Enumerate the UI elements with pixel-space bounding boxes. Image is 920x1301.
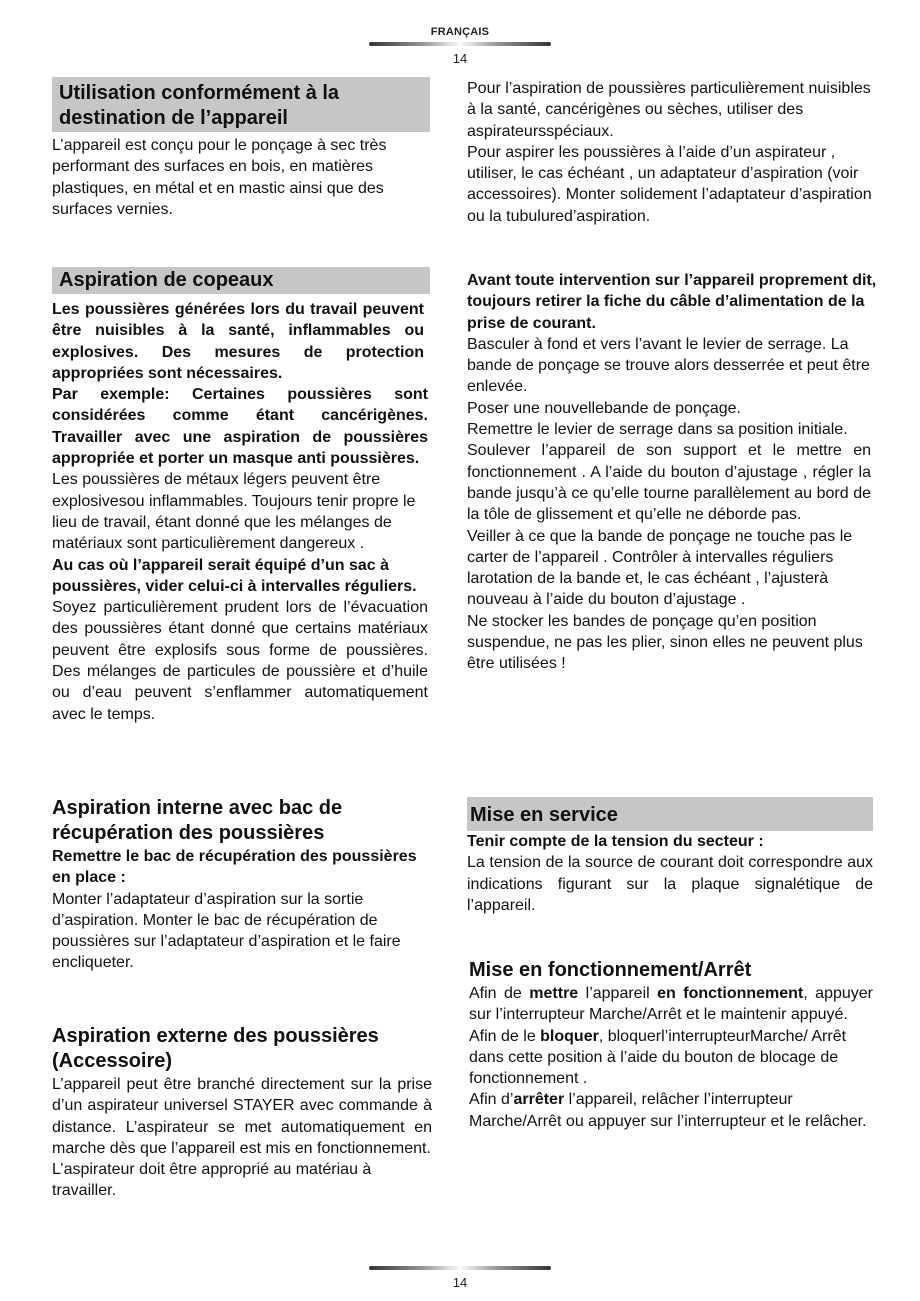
subtitle: Tenir compte de la tension du secteur : (467, 833, 764, 850)
paragraph: Poser une nouvellebande de ponçage. (467, 399, 741, 417)
paragraph: Basculer à fond et vers l’avant le levier de serrage. La bande de ponçage se trouve alors desserrée et peut être enlevée. (467, 335, 870, 396)
subtitle: Remettre le bac de récupération des poussières (52, 848, 417, 865)
section-title: Utilisation conformément à la destination de l’appareil (52, 77, 430, 132)
paragraph: Veiller à ce que la bande de ponçage ne touche pas le carter de l’appareil . Contrôler à intervalles réguliers larotation de la bande et, le cas échéant , l’ajusterà nouveau à l’aide du bouton d’ajustage . (467, 527, 853, 609)
section-bande (467, 270, 877, 675)
warning-text: Au cas où l’appareil serait équipé d’un sac à poussières, vider celui-ci à intervalles réguliers. (52, 556, 417, 595)
paragraph: L’appareil est conçu pour le ponçage à sec très performant des surfaces en bois, en matières plastiques, en métal et en mastic ainsi que des surfaces vernies. (52, 137, 387, 218)
footer-divider (369, 1266, 551, 1270)
section-utilisation (52, 77, 430, 220)
section-title: Aspiration de copeaux (52, 267, 430, 294)
section-aspiration-copeaux (52, 267, 458, 725)
section-title: Aspiration externe des poussières (Accessoire) (52, 1025, 379, 1072)
header-page-number: 14 (452, 51, 468, 66)
paragraph: Pour aspirer les poussières à l’aide d’un aspirateur , utiliser, le cas échéant , un adaptateur d’aspiration (voir accessoires). Monter solidement l’adaptateur d’aspiration ou la tubulured’aspiration. (467, 143, 872, 225)
section-title: Mise en fonctionnement/Arrêt (469, 959, 752, 981)
section-marche-arret (469, 958, 873, 1132)
section-aspiration-externe (52, 1024, 432, 1202)
footer-page-number: 14 (452, 1275, 468, 1290)
emphasis: en fonctionnement (657, 985, 804, 1002)
paragraph: Pour l’aspiration de poussières particulièrement nuisibles à la santé, cancérigènes ou sèches, utiliser des aspirateursspéciaux. (467, 80, 871, 140)
paragraph: Soulever l’appareil de son support et le mettre en fonctionnement . A l’aide du bouton d’ajustage , régler la bande jusqu’à ce qu’elle tourne parallèlement au bord de la tôle de glissement et qu’elle ne déborde pas. (467, 442, 871, 524)
section-title: Mise en service (467, 797, 873, 831)
paragraph: Les poussières de métaux légers peuvent être explosivesou inflammables. Toujours tenir propre le lieu de travail, étant donné que les mélanges de matériaux sont particulièrement dangereux . (52, 471, 416, 553)
paragraph: Ne stocker les bandes de ponçage qu’en position suspendue, ne pas les plier, sinon elles ne peuvent plus être utilisées ! (467, 612, 863, 673)
emphasis: arrêter (513, 1091, 565, 1109)
section-mise-en-service (467, 797, 873, 916)
paragraph: Soyez particulièrement prudent lors de l’évacuation des poussières étant donné que certains matériaux peuvent être explosifs sous forme de poussières. Des mélanges de particules de poussière et d’huile ou d’eau peuvent s’enflammer automatiquement avec le temps. (52, 599, 428, 723)
section-aspiration-speciale (467, 78, 877, 227)
paragraph: L’aspirateur doit être approprié au matériau à travailler. (52, 1161, 372, 1200)
paragraph: Afin de mettre l’appareil en fonctionnement, appuyer sur l’interrupteur Marche/Arrêt et le maintenir appuyé. (469, 985, 873, 1024)
emphasis: mettre (529, 985, 579, 1002)
language-label: FRANÇAIS (430, 26, 490, 38)
section-title: Aspiration interne avec bac de récupération des poussières (52, 797, 343, 844)
section-aspiration-interne (52, 796, 428, 974)
header-divider (369, 42, 551, 46)
warning-text: Les poussières générées lors du travail peuvent être nuisibles à la santé, inflammables ou explosives. Des mesures de protection appropriées sont nécessaires. (52, 301, 424, 382)
paragraph: La tension de la source de courant doit correspondre aux indications figurant sur la plaque signalétique de l’appareil. (467, 854, 873, 914)
paragraph: Monter l’adaptateur d’aspiration sur la sortie d’aspiration. Monter le bac de récupération de poussières sur l’adaptateur d’aspiration et le faire encliqueter. (52, 890, 401, 972)
paragraph: Remettre le levier de serrage dans sa position initiale. (467, 421, 848, 439)
subtitle: en place : (52, 869, 126, 887)
paragraph: Afin d’arrêter l’appareil, relâcher l’interrupteur Marche/Arrêt ou appuyer sur l’interrupteur et le relâcher. (469, 1091, 867, 1130)
warning-text: Avant toute intervention sur l’appareil proprement dit, toujours retirer la fiche du câble d’alimentation de la prise de courant. (467, 272, 877, 332)
paragraph: Afin de le bloquer, bloquerl’interrupteurMarche/ Arrêt dans cette position à l’aide du bouton de blocage de fonctionnement . (469, 1027, 847, 1088)
warning-text: Par exemple: Certaines poussières sont considérées comme étant cancérigènes. Travailler avec une aspiration de poussières appropriée et porter un masque anti poussières. (52, 386, 428, 468)
emphasis: bloquer (540, 1027, 599, 1045)
paragraph: L’appareil peut être branché directement sur la prise d’un aspirateur universel STAYER avec commande à distance. L’aspirateur se met automatiquement en marche dès que l’appareil est mis en fonctionnement. (52, 1076, 432, 1157)
